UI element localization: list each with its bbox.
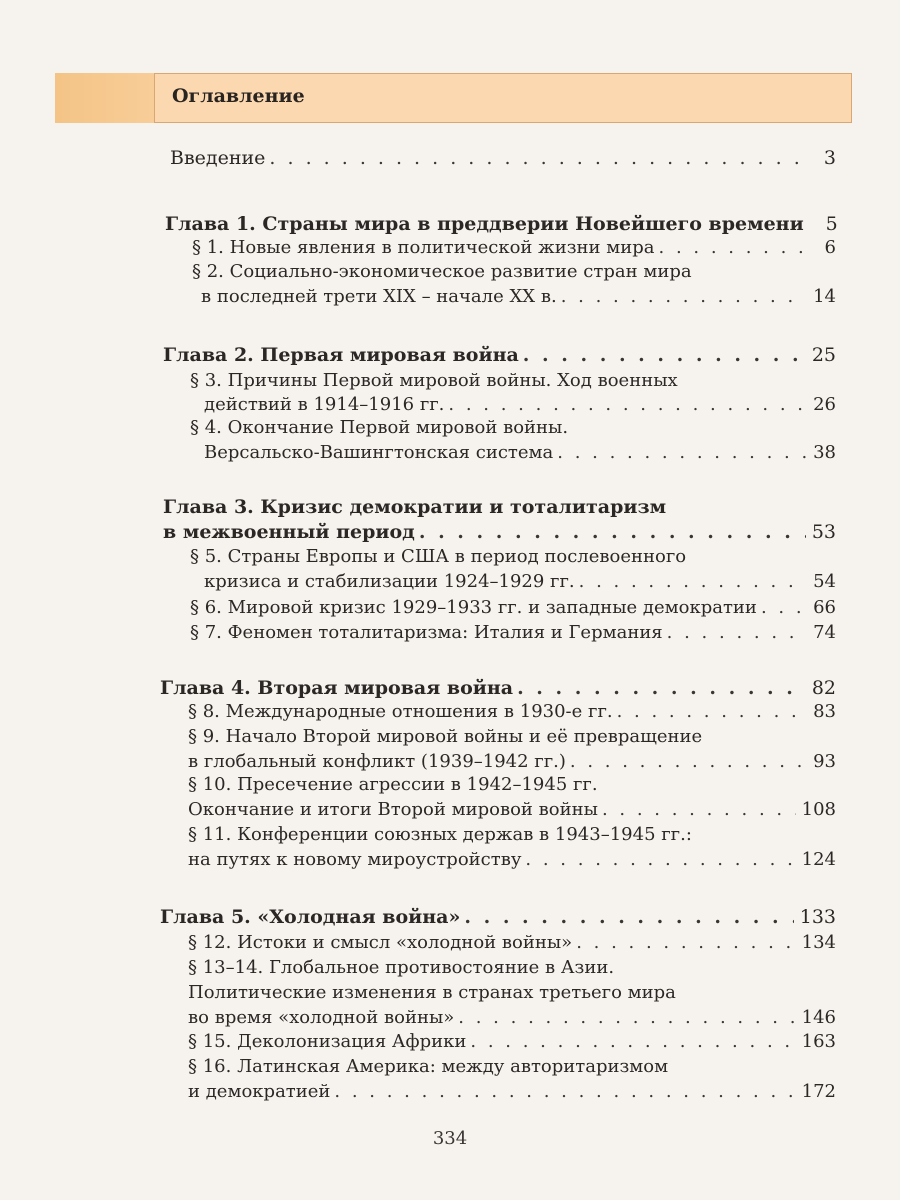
- toc-page-number: 53: [811, 521, 836, 543]
- dot-leader: [517, 676, 806, 700]
- section-title: Окончание и итоги Второй мировой войны: [188, 799, 598, 820]
- section-title: во время «холодной войны»: [188, 1007, 455, 1028]
- toc-section-11[interactable]: [188, 848, 836, 872]
- toc-chapter-2[interactable]: [163, 343, 836, 367]
- toc-section-13-14[interactable]: [188, 1006, 836, 1030]
- toc-page-number: 74: [813, 622, 836, 643]
- toc-page-number: 6: [824, 237, 836, 258]
- toc-page-number: 133: [799, 906, 836, 928]
- section-title-line[interactable]: § 4. Окончание Первой мировой войны.: [190, 417, 569, 438]
- dot-leader: [525, 848, 795, 872]
- toc-page-number: 172: [801, 1081, 836, 1102]
- section-title: кризиса и стабилизации 1924–1929 гг.: [204, 571, 575, 592]
- section-title: Версальско-Вашингтонская система: [204, 442, 554, 463]
- section-title: § 8. Международные отношения в 1930-е гг.: [188, 701, 613, 722]
- dot-leader: [458, 1006, 795, 1030]
- toc-entry-label: Введение: [170, 147, 266, 169]
- toc-page-number: 108: [801, 799, 836, 820]
- toc-section-16[interactable]: [188, 1080, 836, 1104]
- toc-section-8[interactable]: [188, 700, 836, 724]
- section-title: § 12. Истоки и смысл «холодной войны»: [188, 932, 573, 953]
- dot-leader: [448, 393, 806, 417]
- toc-page-number: 134: [801, 932, 836, 953]
- chapter-title: Глава 2. Первая мировая война: [163, 344, 519, 366]
- chapter-title: Глава 5. «Холодная война»: [160, 906, 461, 928]
- toc-page-number: 14: [813, 286, 836, 307]
- toc-page-number: 82: [811, 677, 836, 699]
- toc-section-10[interactable]: [188, 798, 836, 822]
- toc-page-number: 26: [813, 394, 836, 415]
- section-title-line[interactable]: § 5. Страны Европы и США в период послевоенного: [190, 546, 687, 567]
- dot-leader: [667, 621, 806, 645]
- toc-section-1[interactable]: [192, 236, 836, 260]
- dot-leader: [561, 285, 806, 309]
- toc-page-number: 93: [813, 751, 836, 772]
- toc-chapter-1[interactable]: [165, 212, 836, 236]
- dot-leader: [617, 700, 806, 724]
- chapter-title: Глава 4. Вторая мировая война: [160, 677, 514, 699]
- section-title-line[interactable]: § 13–14. Глобальное противостояние в Азии.: [188, 957, 615, 978]
- dot-leader: [570, 750, 806, 774]
- toc-chapter-5[interactable]: [160, 905, 836, 929]
- toc-section-4[interactable]: [204, 441, 836, 465]
- toc-section-9[interactable]: [188, 750, 836, 774]
- toc-section-15[interactable]: [188, 1030, 836, 1054]
- toc-entry-intro[interactable]: [170, 146, 836, 170]
- dot-leader: [269, 146, 806, 170]
- section-title-line[interactable]: Политические изменения в странах третьего мира: [188, 982, 676, 1003]
- page-title: Оглавление: [172, 85, 305, 107]
- section-title: в глобальный конфликт (1939–1942 гг.): [188, 751, 566, 772]
- section-title: § 1. Новые явления в политической жизни мира: [192, 237, 655, 258]
- section-title-line[interactable]: § 10. Пресечение агрессии в 1942–1945 гг.: [188, 774, 598, 795]
- toc-page-number: 124: [801, 849, 836, 870]
- section-title-line[interactable]: § 2. Социально-экономическое развитие стран мира: [192, 261, 692, 282]
- dot-leader: [576, 931, 795, 955]
- section-title: на путях к новому мироустройству: [188, 849, 522, 870]
- toc-page-number: 38: [813, 442, 836, 463]
- dot-leader: [602, 798, 796, 822]
- section-title-line[interactable]: § 11. Конференции союзных держав в 1943–1945 гг.:: [188, 824, 692, 845]
- dot-leader: [419, 520, 806, 544]
- toc-section-5[interactable]: [204, 570, 836, 594]
- section-title-line[interactable]: § 9. Начало Второй мировой войны и её превращение: [188, 726, 703, 747]
- chapter-title: Глава 1. Страны мира в преддверии Новейшего времени: [165, 213, 804, 235]
- section-title: и демократией: [188, 1081, 331, 1102]
- dot-leader: [334, 1080, 795, 1104]
- toc-section-2[interactable]: [201, 285, 836, 309]
- section-title: действий в 1914–1916 гг.: [204, 394, 445, 415]
- toc-page-number: 3: [823, 147, 836, 169]
- dot-leader: [470, 1030, 795, 1054]
- dot-leader: [464, 905, 793, 929]
- section-title: § 15. Деколонизация Африки: [188, 1031, 467, 1052]
- toc-chapter-4[interactable]: [160, 676, 836, 700]
- chapter-title: в межвоенный период: [163, 521, 415, 543]
- dot-leader: [523, 343, 806, 367]
- toc-section-6[interactable]: [190, 596, 836, 620]
- section-title: § 6. Мировой кризис 1929–1933 гг. и западные демократии: [190, 597, 757, 618]
- toc-section-3[interactable]: [204, 393, 836, 417]
- section-title-line[interactable]: § 3. Причины Первой мировой войны. Ход военных: [190, 370, 678, 391]
- toc-page-number: 25: [811, 344, 836, 366]
- toc-page-number: 163: [801, 1031, 836, 1052]
- toc-page-number: 54: [813, 571, 836, 592]
- toc-section-12[interactable]: [188, 931, 836, 955]
- toc-section-7[interactable]: [190, 621, 836, 645]
- section-title-line[interactable]: § 16. Латинская Америка: между авторитаризмом: [188, 1056, 669, 1077]
- chapter-title-line[interactable]: Глава 3. Кризис демократии и тоталитаризм: [163, 496, 667, 518]
- dot-leader: [659, 236, 807, 260]
- toc-page-number: 5: [825, 213, 838, 235]
- toc-chapter-3[interactable]: [163, 520, 836, 544]
- section-title: § 7. Феномен тоталитаризма: Италия и Германия: [190, 622, 663, 643]
- toc-page-number: 83: [813, 701, 836, 722]
- page-number: 334: [432, 1128, 468, 1149]
- toc-page-number: 146: [801, 1007, 836, 1028]
- dot-leader: [761, 596, 806, 620]
- toc-page-number: 66: [813, 597, 836, 618]
- dot-leader: [579, 570, 806, 594]
- section-title: в последней трети XIX – начале XX в.: [201, 286, 557, 307]
- dot-leader: [557, 441, 806, 465]
